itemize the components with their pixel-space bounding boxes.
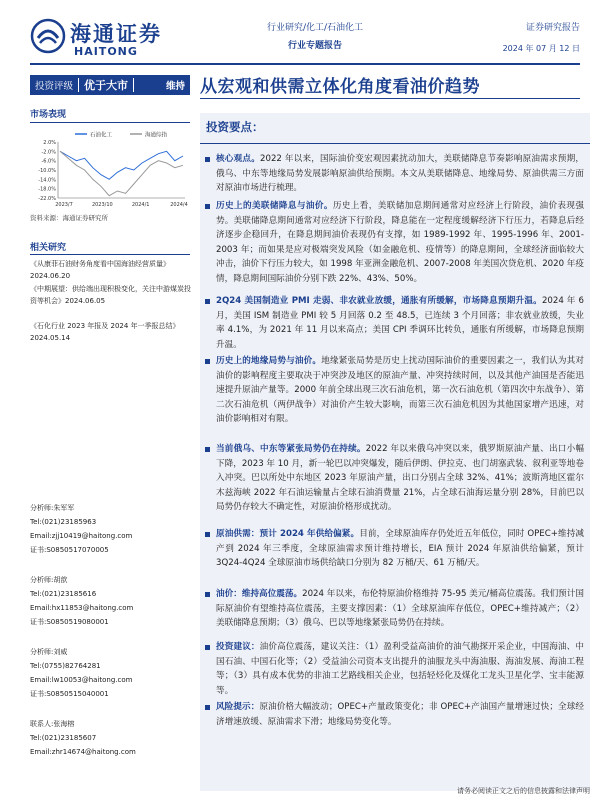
- y-tick-label: -6.0%: [41, 158, 56, 165]
- y-tick-label: 2.0%: [43, 140, 56, 146]
- key-point-head: 历史上的地缘局势与油价。: [216, 356, 322, 366]
- key-point-body: 2024 年以来，布伦特原油价格维持 75-95 美元/桶高位震荡。我们预计国际原油价有望维持高位震荡，主要支撑因素：（1）全球原油库存低位，OPEC+维持减产；（2）美联储降息预期；（3）俄乌、巴以等地缘紧张局势仍在持续。: [216, 589, 584, 628]
- key-point-body: 2022 年以来俄乌冲突以来，俄罗斯原油产量、出口小幅下降，2023 年 10 月，新一轮巴以冲突爆发，随后伊朗、伊拉克、也门胡塞武装、叙利亚等地卷入冲突。巴以所处中东地区 2023 年原油产量，出口分别占全球 32%、41%；波斯湾地区霍尔木兹海峡 2022 年石油运输量占全球石油消费量 21%，占全球石油海运量分别 28%，目前巴以局势仍存较大不确定性，对原油价格形成扰动。: [216, 444, 584, 512]
- rating-separator: [133, 78, 134, 92]
- rating-value: 优于大市: [84, 79, 129, 92]
- analyst-email[interactable]: Email:lw10053@haitong.com: [30, 676, 133, 684]
- logo-text-cn: 海通证券: [70, 21, 162, 46]
- key-point-head: 2Q24 美国制造业 PMI 走弱、非农就业放缓，通胀有所缓解，市场降息预期升温。: [216, 296, 542, 306]
- related-item[interactable]: 《石化行业 2023 年报及 2024 年一季报总结》2024.05.14: [30, 322, 180, 342]
- x-tick-label: 2024/4: [170, 202, 188, 208]
- key-point-body: 原油价格大幅波动；OPEC+产量政策变化；非 OPEC+产油国产量增速过快；全球经济增速放缓、原油需求下滑；地缘局势变化等。: [216, 702, 584, 727]
- key-point: [200, 527, 584, 571]
- report-type: 行业专题报告: [287, 41, 342, 51]
- key-point: [200, 640, 584, 698]
- y-tick-label: -14.0%: [38, 177, 56, 184]
- y-tick-label: -2.0%: [41, 149, 56, 156]
- x-tick-label: 2023/10: [91, 202, 113, 208]
- key-point-head: 历史上的美联储降息与油价。: [216, 201, 333, 211]
- bullet-square-icon: [205, 299, 210, 304]
- market-chart: [30, 128, 190, 213]
- key-point-head: 油价：维持高位震荡。: [216, 589, 303, 599]
- x-tick-label: 2023/7: [55, 202, 73, 208]
- y-tick-label: -18.0%: [38, 186, 56, 193]
- analyst-info: 分析师:胡歆: [30, 576, 68, 584]
- section-divider: [30, 122, 190, 123]
- bullet-square-icon: [205, 204, 210, 209]
- bullet-square-icon: [205, 645, 210, 650]
- bullet-square-icon: [205, 705, 210, 710]
- industry-category: 行业研究/化工/石油化工: [266, 23, 364, 33]
- related-research-title: 相关研究: [30, 243, 67, 253]
- y-tick-label: -10.0%: [38, 168, 56, 174]
- analyst-info: Tel:(021)23185607: [30, 734, 97, 742]
- analyst-info: 证书:S0850515040001: [30, 690, 109, 698]
- rating-label: 投资评级: [35, 81, 74, 92]
- report-date: 2024 年 07 月 12 日: [502, 44, 580, 53]
- key-point-body: 2024 年 6 月，美国 ISM 制造业 PMI 较 5 月回落 0.2 至 48.5，已连续 3 个月回落；非农就业放缓，失业率 4.1%，为 2021 年 11 月以来高点；美国 CPI 季调环比转负，通胀有所缓解，市场降息预期升温。: [216, 296, 584, 350]
- key-point: [200, 294, 584, 352]
- key-point-body: 2022 年以来，国际油价变宏观因素扰动加大，美联储降息节奏影响原油需求预期，俄乌、中东等地缘局势发展影响原油供给预期。本文从美联储降息、地缘局势、原油供需三方面对原油市场进行梳理。: [216, 154, 584, 193]
- key-points-title: 投资要点：: [206, 120, 264, 134]
- legend-label: 海通综指: [145, 132, 168, 139]
- footer-disclaimer: 请务必阅读正文之后的信息披露和法律声明: [457, 787, 590, 795]
- legend-label: 石油化工: [90, 132, 113, 139]
- haitong-emblem-icon: [30, 18, 66, 54]
- series-line: [60, 151, 183, 195]
- key-points-divider: [200, 143, 590, 144]
- bullet-square-icon: [205, 532, 210, 537]
- key-point-body: 目前，全球原油库存仍处近五年低位，同时 OPEC+维持减产到 2024 年三季度，全球原油需求预计维持增长，EIA 预计 2024 年原油供给偏紧，预计 3Q24-4Q24 全球原油市场供给缺口分别为 82 万桶/天、61 万桶/天。: [216, 529, 584, 568]
- market-chart-svg: [30, 128, 190, 213]
- title-divider: [200, 98, 580, 99]
- analyst-info: 证书:S0850519080001: [30, 618, 109, 626]
- section-divider: [30, 254, 190, 255]
- key-point: [200, 354, 584, 427]
- key-point-head: 投资建议：: [216, 642, 260, 652]
- analyst-email[interactable]: Email:zjj10419@haitong.com: [30, 532, 133, 540]
- rating-bar: [30, 75, 190, 95]
- key-point-head: 当前俄乌、中东等紧张局势仍在持续。: [216, 444, 366, 454]
- key-point-head: 风险提示：: [216, 702, 260, 712]
- series-line: [60, 151, 183, 179]
- analyst-email[interactable]: Email:hx11853@haitong.com: [30, 604, 134, 612]
- key-point-body: 历史上看，美联储加息期间通常对应经济上行阶段，油价表现强势。美联储降息期间通常对应经济下行阶段，降息能在一定程度缓解经济下行压力，若降息后经济逐步企稳回升，在降息期间油价表现仍有支撑，如 1989-1992 年、1995-1996 年、2001-2003 年；而如果是应对极端突发风险（如金融危机、疫情等）的降息期间，全球经济面临较大冲击，油价下行压力较大，如 1998 年亚洲金融危机、2007-2008 年美国次贷危机、2020 年疫情，降息期间国际油价分别下跌 22%、43%、50%。: [216, 201, 584, 284]
- bullet-square-icon: [205, 592, 210, 597]
- bullet-square-icon: [205, 359, 210, 364]
- key-point: [200, 199, 584, 286]
- analyst-info: 联系人:张海榕: [30, 720, 75, 728]
- analyst-email[interactable]: Email:zhr14674@haitong.com: [30, 748, 136, 756]
- report-label: 证券研究报告: [525, 23, 580, 33]
- key-point-body: 地缘紧张局势是历史上扰动国际油价的重要因素之一，我们认为其对油价的影响程度主要取决于冲突涉及地区的原油产量、冲突持续时间，以及其他产油国是否能迅速提升原油产量等。2000 年前全球出现三次石油危机，第一次石油危机（第四次中东战争）、第二次石油危机（两伊战争）对油价产生较大影响，而第三次石油危机因为其他国家增产迅速，对油价影响相对有限。: [216, 356, 584, 424]
- key-point-head: 核心观点。: [216, 154, 261, 164]
- report-title: 从宏观和供需立体化角度看油价趋势: [200, 77, 480, 97]
- related-item[interactable]: 《中期展望：供给端出现积极变化，关注中游煤炭投资等机会》2024.06.05: [30, 285, 191, 305]
- haitong-logo: [30, 12, 170, 62]
- analyst-info: Tel:(021)23185616: [30, 590, 97, 598]
- logo-text-en: HAITONG: [74, 45, 138, 58]
- analyst-info: 分析师:朱军军: [30, 504, 75, 512]
- key-point: [200, 442, 584, 515]
- header-divider: [30, 63, 580, 65]
- key-point: [200, 700, 584, 729]
- y-tick-label: -22.0%: [38, 196, 56, 202]
- analyst-info: Tel:(0755)82764281: [30, 662, 101, 670]
- key-point: [200, 587, 584, 631]
- related-item[interactable]: 《从康菲石油财务角度看中国海油经营质量》2024.06.20: [30, 260, 170, 280]
- key-point-head: 原油供需：预计 2024 年供给偏紧。: [216, 529, 360, 539]
- key-point-body: 油价高位震荡，建议关注：（1）盈利受益高油价的油气勘探开采企业，中国海油、中国石油、中国石化等；（2）受益油公司资本支出提升的油服龙头中海油服、海油发展、海油工程等；（3）具有成本优势的非油工艺路线相关企业，包括轻烃化及煤化工龙头卫星化学、宝丰能源等。: [216, 642, 584, 696]
- analyst-info: Tel:(021)23185963: [30, 518, 97, 526]
- bullet-square-icon: [205, 157, 210, 162]
- bullet-square-icon: [205, 447, 210, 452]
- rating-action: 维持: [165, 81, 185, 92]
- x-tick-label: 2024/1: [131, 202, 150, 208]
- analyst-info: 分析师:刘威: [30, 648, 68, 656]
- key-point: [200, 152, 584, 196]
- analyst-info: 证书:S0850517070005: [30, 546, 109, 554]
- market-performance-title: 市场表现: [30, 110, 67, 120]
- chart-source: 资料来源：海通证券研究所: [30, 214, 108, 222]
